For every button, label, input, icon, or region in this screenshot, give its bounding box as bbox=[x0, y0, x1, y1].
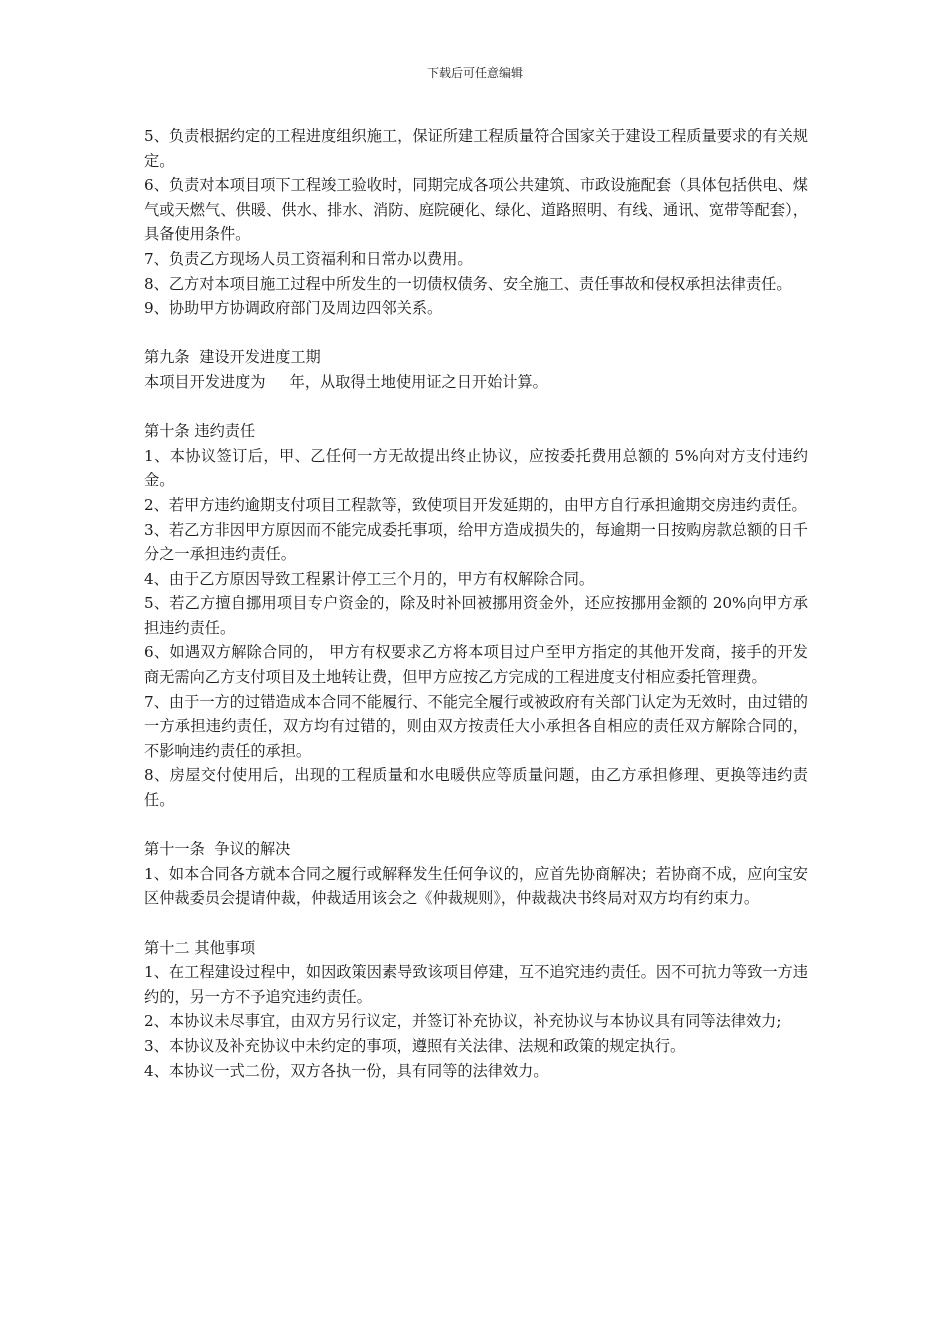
paragraph-spacer bbox=[144, 911, 808, 936]
clause-paragraph: 6、负责对本项目项下工程竣工验收时，同期完成各项公共建筑、市政设施配套（具体包括供电、煤气或天燃气、供暖、供水、排水、消防、庭院硬化、绿化、道路照明、有线、通讯、宽带等配套），具备使用条件。 bbox=[144, 176, 808, 244]
clause-paragraph: 8、房屋交付使用后，出现的工程质量和水电暖供应等质量问题，由乙方承担修理、更换等违约责任。 bbox=[144, 766, 808, 810]
section-heading: 第十二 其他事项 bbox=[144, 938, 256, 957]
clause-paragraph: 2、本协议未尽事宜，由双方另行议定，并签订补充协议，补充协议与本协议具有同等法律效力; bbox=[144, 1012, 782, 1031]
clause-paragraph: 1、如本合同各方就本合同之履行或解释发生任何争议的，应首先协商解决；若协商不成，应向宝安区仲裁委员会提请仲裁，仲裁适用该会之《仲裁规则》，仲裁裁决书终局对双方均有约束力。 bbox=[144, 864, 808, 908]
paragraph-spacer bbox=[144, 395, 808, 420]
clause-paragraph: 4、本协议一式二份，双方各执一份，具有同等的法律效力。 bbox=[144, 1061, 549, 1080]
clause-paragraph: 5、若乙方擅自挪用项目专户资金的，除及时补回被挪用资金外，还应按挪用金额的 20%向甲方承担违约责任。 bbox=[144, 594, 808, 637]
section-heading: 第九条 建设开发进度工期 bbox=[144, 348, 321, 367]
clause-paragraph: 本项目开发进度为 年，从取得土地使用证之日开始计算。 bbox=[144, 372, 548, 391]
clause-paragraph: 7、由于一方的过错造成本合同不能履行、不能完全履行或被政府有关部门认定为无效时，由过错的一方承担违约责任，双方均有过错的，则由双方按责任大小承担各自相应的责任双方解除合同的，不影响违约责任的承担。 bbox=[144, 692, 808, 760]
clause-paragraph: 7、负责乙方现场人员工资福利和日常办以费用。 bbox=[144, 249, 473, 268]
clause-paragraph: 6、如遇双方解除合同的， 甲方有权要求乙方将本项目过户至甲方指定的其他开发商，接手的开发商无需向乙方支付项目及土地转让费，但甲方应按乙方完成的工程进度支付相应委托管理费。 bbox=[144, 643, 808, 687]
paragraph-spacer bbox=[144, 321, 808, 346]
document-body bbox=[144, 124, 808, 1083]
section-heading: 第十一条 争议的解决 bbox=[144, 840, 291, 859]
clause-paragraph: 8、乙方对本项目施工过程中所发生的一切债权债务、安全施工、责任事故和侵权承担法律责任。 bbox=[144, 274, 792, 293]
clause-paragraph: 4、由于乙方原因导致工程累计停工三个月的，甲方有权解除合同。 bbox=[144, 569, 595, 588]
clause-paragraph: 1、在工程建设过程中，如因政策因素导致该项目停建，互不追究违约责任。因不可抗力等致一方违约的，另一方不予追究违约责任。 bbox=[144, 963, 808, 1006]
clause-paragraph: 5、负责根据约定的工程进度组织施工，保证所建工程质量符合国家关于建设工程质量要求的有关规定。 bbox=[144, 127, 808, 170]
clause-paragraph: 1、本协议签订后，甲、乙任何一方无故提出终止协议，应按委托费用总额的 5%向对方支付违约金。 bbox=[144, 446, 808, 490]
paragraph-spacer bbox=[144, 813, 808, 838]
clause-paragraph: 9、协助甲方协调政府部门及周边四邻关系。 bbox=[144, 299, 443, 318]
clause-paragraph: 3、若乙方非因甲方原因而不能完成委托事项，给甲方造成损失的，每逾期一日按购房款总额的日千分之一承担违约责任。 bbox=[144, 520, 808, 564]
clause-paragraph: 3、本协议及补充协议中未约定的事项，遵照有关法律、法规和政策的规定执行。 bbox=[144, 1036, 686, 1055]
clause-paragraph: 2、若甲方违约逾期支付项目工程款等，致使项目开发延期的，由甲方自行承担逾期交房违约责任。 bbox=[144, 495, 807, 514]
section-heading: 第十条 违约责任 bbox=[144, 422, 256, 441]
page-header: 下载后可任意编辑 bbox=[426, 66, 523, 80]
